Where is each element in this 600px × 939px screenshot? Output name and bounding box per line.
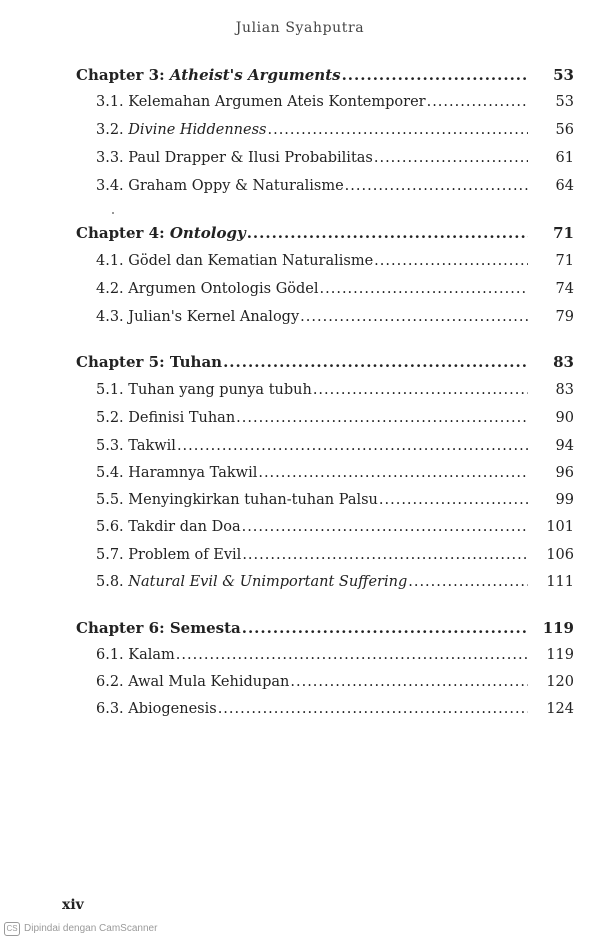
toc-section-5-4[interactable]: [96, 465, 574, 487]
leader-dots: [345, 178, 528, 194]
page-number: 83: [555, 382, 574, 398]
leader-dots: [320, 281, 528, 297]
page-number: 53: [555, 94, 574, 110]
toc-section-5-6[interactable]: [96, 519, 574, 541]
toc-section-3-2[interactable]: [96, 122, 574, 144]
section-title: 3.4. Graham Oppy & Naturalisme: [96, 178, 344, 194]
page-number: 99: [555, 492, 574, 508]
section-title: 5.8. Natural Evil & Unimportant Suffering: [96, 574, 408, 590]
page-number: 64: [555, 178, 574, 194]
page-number: 106: [546, 547, 574, 563]
toc-chapter-6[interactable]: [76, 619, 574, 641]
toc-section-5-1[interactable]: [96, 382, 574, 404]
leader-dots: [290, 674, 528, 690]
section-title: 6.3. Abiogenesis: [96, 701, 217, 717]
running-head: Julian Syahputra: [235, 20, 365, 36]
toc-section-4-1[interactable]: [96, 253, 574, 275]
section-title: 5.4. Haramnya Takwil: [96, 465, 258, 481]
toc-section-5-5[interactable]: [96, 492, 574, 514]
page-number: 71: [553, 224, 574, 242]
toc-chapter-5[interactable]: [76, 353, 574, 375]
leader-dots: [236, 410, 528, 426]
section-title: 3.1. Kelemahan Argumen Ateis Kontemporer: [96, 94, 426, 110]
leader-dots: [242, 619, 528, 637]
section-title: 4.2. Argumen Ontologis Gödel: [96, 281, 319, 297]
toc-section-3-3[interactable]: [96, 150, 574, 172]
page-number: 53: [553, 66, 574, 84]
section-title: 3.3. Paul Drapper & Ilusi Probabilitas: [96, 150, 373, 166]
page-folio: xiv: [62, 897, 84, 913]
page-number: 61: [555, 150, 574, 166]
leader-dots: [300, 309, 528, 325]
toc-section-5-7[interactable]: [96, 547, 574, 569]
scanner-note: Dipindai dengan CamScanner: [24, 923, 158, 934]
page-number: 119: [546, 647, 574, 663]
camscanner-icon: CS: [4, 922, 20, 936]
leader-dots: [267, 122, 528, 138]
toc-section-5-2[interactable]: [96, 410, 574, 432]
leader-dots: [374, 253, 528, 269]
section-title: 5.7. Problem of Evil: [96, 547, 242, 563]
section-title: 4.3. Julian's Kernel Analogy: [96, 309, 300, 325]
toc-section-4-3[interactable]: [96, 309, 574, 331]
toc-section-4-2[interactable]: [96, 281, 574, 303]
toc-section-6-2[interactable]: [96, 674, 574, 696]
page-number: 94: [555, 438, 574, 454]
chapter-title: Chapter 4: Ontology: [76, 224, 246, 242]
leader-dots: [177, 438, 528, 454]
toc-section-5-8[interactable]: [96, 574, 574, 596]
page-number: 56: [555, 122, 574, 138]
toc-section-3-1[interactable]: [96, 94, 574, 116]
page-number: 124: [546, 701, 574, 717]
leader-dots: [258, 465, 528, 481]
page-number: 90: [555, 410, 574, 426]
leader-dots: [408, 574, 528, 590]
leader-dots: [242, 547, 528, 563]
page-number: 83: [553, 353, 574, 371]
chapter-title: Chapter 6: Semesta: [76, 619, 241, 637]
leader-dots: [223, 353, 528, 371]
scan-speck: [112, 212, 114, 214]
section-title: 4.1. Gödel dan Kematian Naturalisme: [96, 253, 374, 269]
toc-section-6-3[interactable]: [96, 701, 574, 723]
toc-chapter-4[interactable]: [76, 224, 574, 246]
leader-dots: [374, 150, 528, 166]
page-number: 79: [555, 309, 574, 325]
section-title: 5.2. Definisi Tuhan: [96, 410, 236, 426]
section-title: 6.1. Kalam: [96, 647, 175, 663]
page-number: 111: [546, 574, 574, 590]
section-title: 5.6. Takdir dan Doa: [96, 519, 241, 535]
toc-section-3-4[interactable]: [96, 178, 574, 200]
page-number: 71: [555, 253, 574, 269]
page-number: 74: [555, 281, 574, 297]
page-number: 101: [546, 519, 574, 535]
page-number: 119: [542, 619, 574, 637]
page-number: 96: [555, 465, 574, 481]
page-number: 120: [546, 674, 574, 690]
section-title: 5.1. Tuhan yang punya tubuh: [96, 382, 312, 398]
toc-section-6-1[interactable]: [96, 647, 574, 669]
leader-dots: [247, 224, 528, 242]
leader-dots: [313, 382, 528, 398]
toc-chapter-3[interactable]: [76, 66, 574, 88]
toc-section-5-3[interactable]: [96, 438, 574, 460]
chapter-title: Chapter 3: Atheist's Arguments: [76, 66, 341, 84]
section-title: 5.5. Menyingkirkan tuhan-tuhan Palsu: [96, 492, 378, 508]
leader-dots: [379, 492, 528, 508]
section-title: 3.2. Divine Hiddenness: [96, 122, 267, 138]
section-title: 6.2. Awal Mula Kehidupan: [96, 674, 290, 690]
section-title: 5.3. Takwil: [96, 438, 176, 454]
leader-dots: [427, 94, 528, 110]
leader-dots: [242, 519, 528, 535]
leader-dots: [176, 647, 528, 663]
leader-dots: [342, 66, 528, 84]
leader-dots: [218, 701, 528, 717]
chapter-title: Chapter 5: Tuhan: [76, 353, 223, 371]
scanner-watermark: [0, 918, 600, 939]
